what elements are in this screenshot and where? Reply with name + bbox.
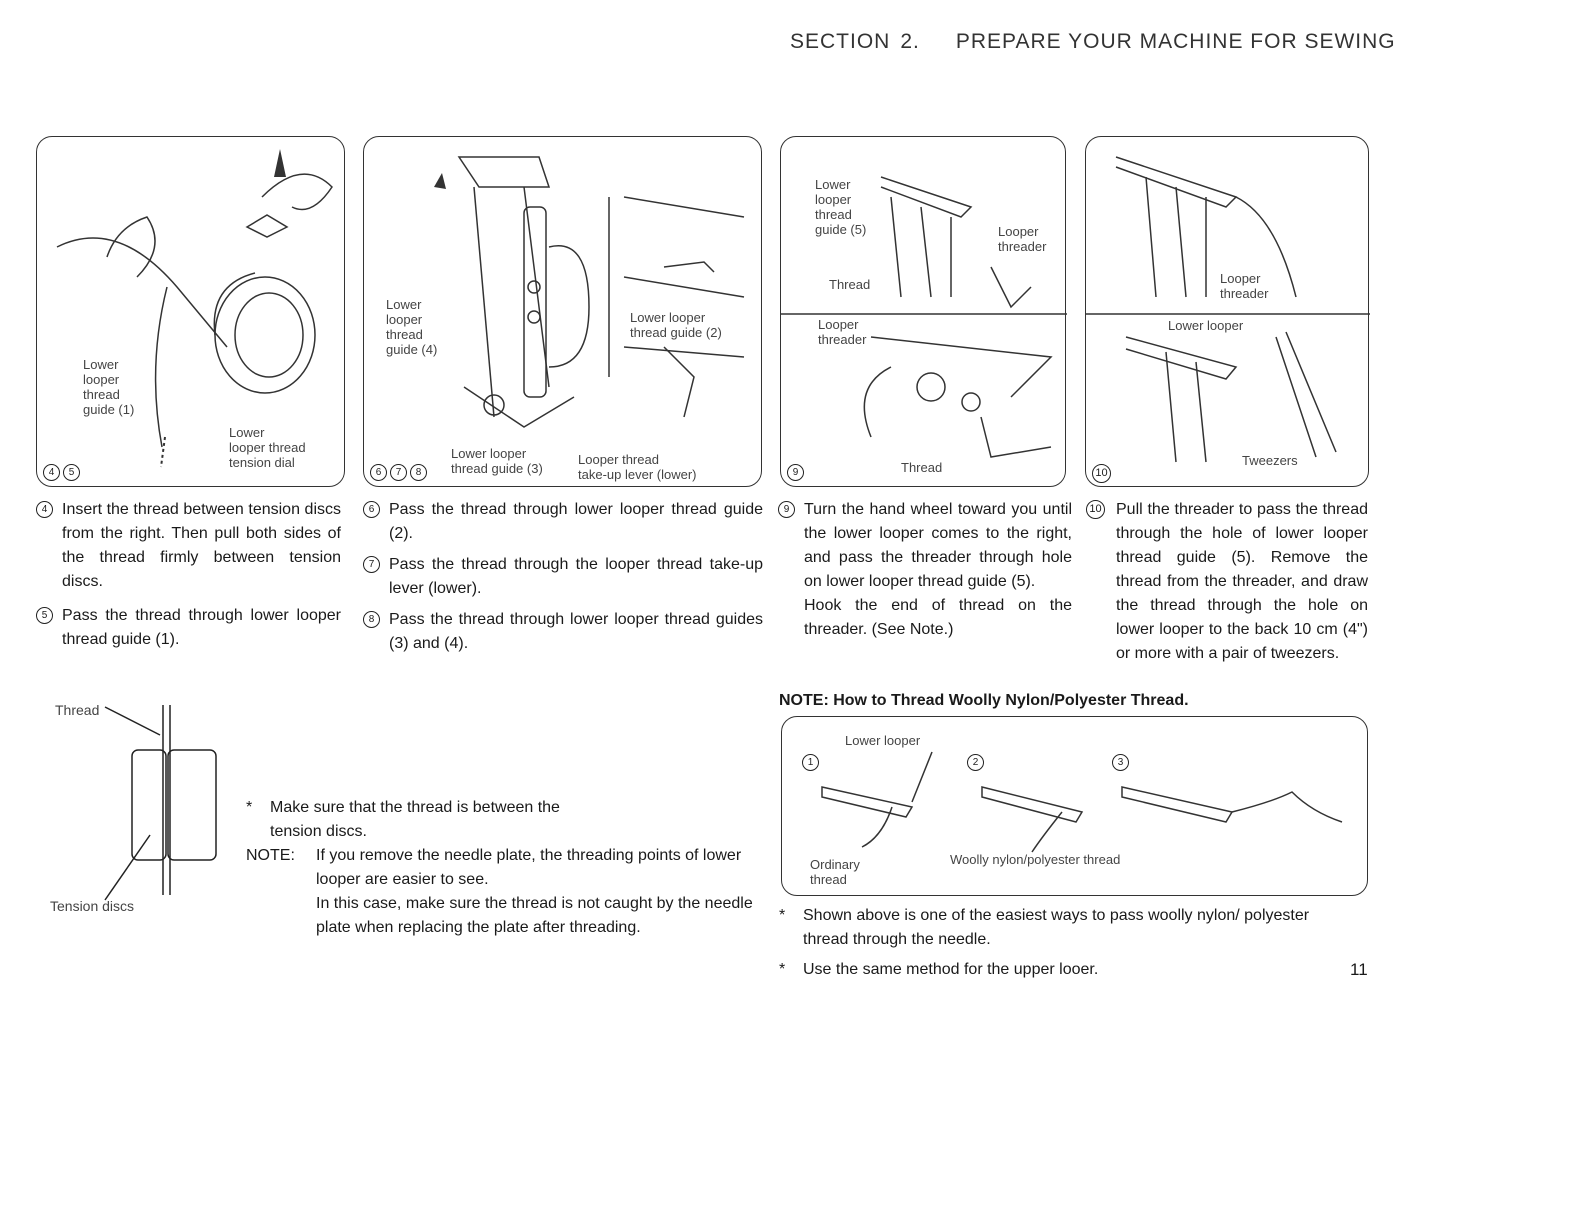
woolly-thread-figure xyxy=(781,716,1368,896)
woolly-star-text-2: Use the same method for the upper looer. xyxy=(803,961,1099,978)
step-number-10 xyxy=(1092,464,1114,483)
label-lower-looper-thread-guide-4: Lower looper thread guide (4) xyxy=(386,297,438,357)
figure-step-9 xyxy=(780,136,1066,487)
section-label: SECTION xyxy=(790,30,891,53)
label-ordinary-thread: Ordinary thread xyxy=(810,857,860,887)
mid-note-label: NOTE: xyxy=(246,847,295,864)
mid-note xyxy=(246,844,756,940)
step-9-marker: 9 xyxy=(787,464,804,481)
steps-4-5-text xyxy=(36,498,341,652)
figure-step-10 xyxy=(1085,136,1369,487)
label-lower-looper-thread-guide-3: Lower looper thread guide (3) xyxy=(451,446,543,476)
step-4-text: Insert the thread between tension discs from the right. Then pull both sides of the thread firmly between tension discs. xyxy=(62,501,341,590)
label-woolly-thread: Woolly nylon/polyester thread xyxy=(950,852,1121,867)
step-5-marker: 5 xyxy=(63,464,80,481)
page-number: 11 xyxy=(1350,960,1368,979)
label-lower-looper-thread-guide-1: Lower looper thread guide (1) xyxy=(83,357,135,417)
mid-note-line-2: In this case, make sure the thread is not caught by the needle plate when replacing the plate after threading. xyxy=(316,895,753,936)
step-4 xyxy=(36,498,341,594)
woolly-step-3: 3 xyxy=(1112,754,1129,771)
label-tension-dial: Lower looper thread tension dial xyxy=(229,425,306,470)
label-take-up-lever: Looper thread take-up lever (lower) xyxy=(578,452,697,482)
mid-star-text: Make sure that the thread is between the tension discs. xyxy=(270,799,560,840)
section-title: PREPARE YOUR MACHINE FOR SEWING xyxy=(955,30,1396,53)
step-9 xyxy=(778,498,1072,642)
step-9-text-2: Hook the end of thread on the threader. (See Note.) xyxy=(804,597,1072,638)
label-thread: Thread xyxy=(55,702,100,718)
woolly-star-notes xyxy=(779,904,1349,982)
label-lower-looper: Lower looper xyxy=(1168,318,1244,333)
mid-star-note: * Make sure that the thread is between the tension discs. xyxy=(246,796,756,844)
step-7 xyxy=(363,553,763,601)
woolly-star-text-1: Shown above is one of the easiest ways to pass woolly nylon/ polyester thread through the needle. xyxy=(803,907,1310,948)
step-7-number: 7 xyxy=(363,556,380,573)
step-10 xyxy=(1086,498,1368,666)
woolly-star-note-2: * Use the same method for the upper looer. xyxy=(779,958,1349,982)
step-numbers-4-5 xyxy=(43,464,83,481)
step-10-text: Pull the threader to pass the thread through the hole of lower looper thread guide (5). Remove the thread from the threader, and draw the thread through the hole on lower looper to the back 10 cm (4") or more with a pair of tweezers. xyxy=(1116,501,1368,662)
step-5-number: 5 xyxy=(36,607,53,624)
label-lower-looper-thread-guide-2: Lower looper thread guide (2) xyxy=(630,310,722,340)
step-8-text: Pass the thread through lower looper thread guides (3) and (4). xyxy=(389,611,763,652)
step-6-text: Pass the thread through lower looper thread guide (2). xyxy=(389,501,763,542)
step-6-number: 6 xyxy=(363,501,380,518)
step-7-text: Pass the thread through the looper thread take-up lever (lower). xyxy=(389,556,763,597)
step-8-number: 8 xyxy=(363,611,380,628)
steps-6-8-text xyxy=(363,498,763,656)
step-number-9 xyxy=(787,464,807,481)
woolly-note-heading: NOTE: How to Thread Woolly Nylon/Polyester Thread. xyxy=(779,692,1189,709)
step-6-marker: 6 xyxy=(370,464,387,481)
tension-discs-figure xyxy=(30,695,240,925)
figure-steps-6-7-8 xyxy=(363,136,762,487)
step-4-number: 4 xyxy=(36,501,53,518)
label-lower-looper-woolly: Lower looper xyxy=(845,733,921,748)
woolly-step-2: 2 xyxy=(967,754,984,771)
woolly-star-note-1: * Shown above is one of the easiest ways to pass woolly nylon/ polyester thread through the needle. xyxy=(779,904,1349,952)
tension-discs-illustration xyxy=(30,695,240,925)
mid-note-block xyxy=(246,796,756,940)
step-6 xyxy=(363,498,763,546)
label-looper-threader-top: Looper threader xyxy=(998,224,1047,254)
step-9-number: 9 xyxy=(778,501,795,518)
section-header xyxy=(790,30,1396,54)
figure-steps-4-5 xyxy=(36,136,345,487)
step-9-text: Turn the hand wheel toward you until the lower looper comes to the right, and pass the threader through hole on lower looper thread guide (5). xyxy=(804,501,1072,590)
step-5-text: Pass the thread through lower looper thread guide (1). xyxy=(62,607,341,648)
section-number: 2. xyxy=(900,30,920,53)
mid-note-line-1: If you remove the needle plate, the threading points of lower looper are easier to see. xyxy=(316,847,742,888)
step-10-marker: 10 xyxy=(1092,464,1111,483)
step-8 xyxy=(363,608,763,656)
label-looper-threader: Looper threader xyxy=(1220,271,1269,301)
step-9-text-block xyxy=(778,498,1072,642)
step-10-text-block xyxy=(1086,498,1368,666)
step-4-marker: 4 xyxy=(43,464,60,481)
step-5 xyxy=(36,604,341,652)
step-8-marker: 8 xyxy=(410,464,427,481)
step-numbers-6-7-8 xyxy=(370,464,430,481)
label-tension-discs: Tension discs xyxy=(50,898,135,914)
label-thread-bottom: Thread xyxy=(901,460,943,475)
step-10-number: 10 xyxy=(1086,500,1105,519)
label-looper-threader-bottom: Looper threader xyxy=(818,317,867,347)
label-lower-looper-thread-guide-5: Lower looper thread guide (5) xyxy=(815,177,867,237)
tweezers-illustration xyxy=(1086,137,1370,488)
woolly-step-1: 1 xyxy=(802,754,819,771)
step-7-marker: 7 xyxy=(390,464,407,481)
label-thread-top: Thread xyxy=(829,277,871,292)
label-tweezers: Tweezers xyxy=(1242,453,1298,468)
